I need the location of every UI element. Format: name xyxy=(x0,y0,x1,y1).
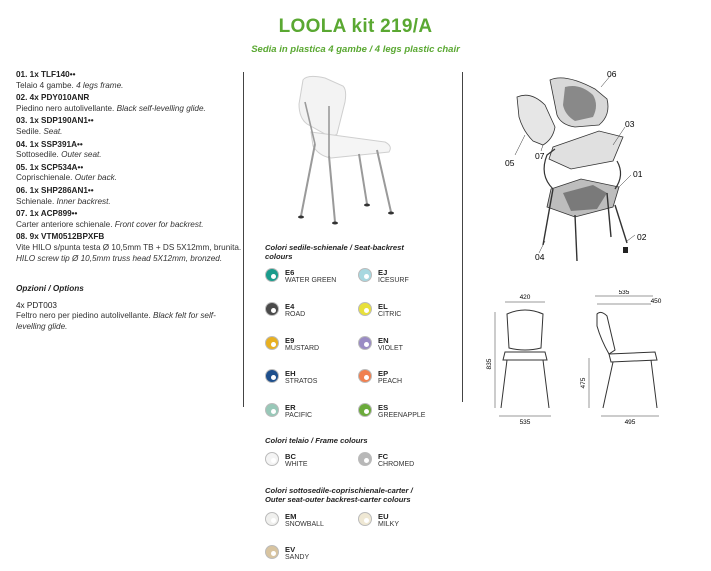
color-name: SANDY xyxy=(285,554,310,561)
color-code: EH xyxy=(285,369,296,378)
label-02: 02 xyxy=(637,232,647,242)
color-dot xyxy=(265,403,279,417)
color-name: PEACH xyxy=(378,378,403,385)
color-dot xyxy=(265,302,279,316)
exploded-view-drawing xyxy=(495,65,685,270)
color-code: ER xyxy=(285,403,296,412)
part-desc-en: Inner backrest. xyxy=(56,196,111,206)
label-05: 05 xyxy=(505,158,515,168)
part-desc-it: Coprischienale. xyxy=(16,173,73,183)
color-code: EN xyxy=(378,336,389,345)
part-item xyxy=(16,186,244,207)
part-item xyxy=(16,93,244,114)
part-code: 02. 4x PDY010ANR xyxy=(16,93,90,103)
color-code: FC xyxy=(378,452,389,461)
color-dot xyxy=(358,336,372,350)
color-dot xyxy=(265,268,279,282)
color-name: ICESURF xyxy=(378,277,409,284)
part-desc-it: Vite HILO s/punta testa Ø 10,5mm TB + DS 5X12mm, brunita. xyxy=(16,242,242,252)
color-name: ROAD xyxy=(285,311,306,318)
color-name: STRATOS xyxy=(285,378,318,385)
part-code: 05. 1x SCP534A•• xyxy=(16,162,84,172)
part-desc-en: Front cover for backrest. xyxy=(114,219,204,229)
color-swatch-eu xyxy=(358,510,468,538)
svg-text:535: 535 xyxy=(519,419,531,426)
color-code: EU xyxy=(378,512,389,521)
label-01: 01 xyxy=(633,169,643,179)
part-desc-it: Carter anteriore schienale. xyxy=(16,219,113,229)
color-dot xyxy=(358,369,372,383)
label-06: 06 xyxy=(607,69,617,79)
color-code: EL xyxy=(378,302,388,311)
color-name: PACIFIC xyxy=(285,412,313,419)
color-code: ES xyxy=(378,403,389,412)
color-dot xyxy=(358,512,372,526)
svg-text:495: 495 xyxy=(624,419,636,426)
dimension-drawing xyxy=(485,290,695,430)
options-heading: Opzioni / Options xyxy=(16,284,84,294)
part-desc-en: HILO screw tip Ø 10,5mm truss head 5X12mm, bronzed. xyxy=(16,253,223,263)
color-dot xyxy=(358,268,372,282)
color-name: CITRIC xyxy=(378,311,402,318)
color-dot xyxy=(265,369,279,383)
chair-photo xyxy=(285,72,410,232)
color-code: E6 xyxy=(285,268,295,277)
color-swatch-en xyxy=(358,334,468,362)
color-dot xyxy=(265,452,279,466)
color-code: EP xyxy=(378,369,389,378)
color-swatch-ev xyxy=(265,543,375,571)
svg-text:835: 835 xyxy=(486,358,493,370)
label-04: 04 xyxy=(535,252,545,262)
label-07: 07 xyxy=(535,151,545,161)
part-desc-it: Telaio 4 gambe. xyxy=(16,80,74,90)
part-item xyxy=(16,70,244,91)
color-dot xyxy=(265,336,279,350)
color-name: SNOWBALL xyxy=(285,521,324,528)
color-name: GREENAPPLE xyxy=(378,412,426,419)
svg-text:420: 420 xyxy=(519,294,531,301)
color-code: EJ xyxy=(378,268,388,277)
option-code: 4x PDT003 xyxy=(16,300,57,310)
part-code: 04. 1x SSP391A•• xyxy=(16,139,83,149)
option-desc-it: Feltro nero per piedino autolivellante. xyxy=(16,311,151,321)
color-code: E4 xyxy=(285,302,295,311)
color-swatch-ej xyxy=(358,266,468,294)
part-desc-en: Outer seat. xyxy=(61,150,102,160)
part-item xyxy=(16,209,244,230)
front-view xyxy=(486,294,551,426)
svg-text:450: 450 xyxy=(650,298,662,305)
color-swatch-el xyxy=(358,300,468,328)
color-name: MUSTARD xyxy=(285,345,320,352)
color-code: EM xyxy=(285,512,297,521)
outer-colours-title: Colori sottosedile-coprischienale-carter / Outer seat-outer backrest-carter colours xyxy=(265,486,413,504)
color-swatch-fc xyxy=(358,450,468,478)
color-dot xyxy=(358,403,372,417)
side-view xyxy=(580,290,662,426)
color-code: EV xyxy=(285,545,296,554)
part-code: 07. 1x ACP899•• xyxy=(16,209,78,219)
part-code: 01. 1x TLF140•• xyxy=(16,70,76,79)
part-code: 06. 1x SHP286AN1•• xyxy=(16,185,94,195)
color-name: MILKY xyxy=(378,521,400,528)
product-title: LOOLA kit 219/A xyxy=(278,16,433,37)
option-desc-en: Black felt for self-levelling glide. xyxy=(16,311,216,331)
color-swatch-ep xyxy=(358,367,468,395)
svg-text:535: 535 xyxy=(618,290,630,296)
frame-colours-title: Colori telaio / Frame colours xyxy=(265,436,368,445)
part-desc-it: Sedile. xyxy=(16,126,42,136)
color-name: VIOLET xyxy=(378,345,403,352)
color-code: E9 xyxy=(285,336,295,345)
option-item xyxy=(16,301,244,333)
product-subtitle: Sedia in plastica 4 gambe / 4 legs plastic chair xyxy=(251,44,460,55)
part-item xyxy=(16,163,244,184)
color-dot xyxy=(265,512,279,526)
part-desc-it: Piedino nero autolivellante. xyxy=(16,103,115,113)
label-03: 03 xyxy=(625,119,635,129)
color-name: WATER GREEN xyxy=(285,277,337,284)
color-swatch-es xyxy=(358,401,468,429)
part-desc-en: Outer back. xyxy=(74,173,118,183)
part-desc-it: Schienale. xyxy=(16,196,55,206)
color-code: BC xyxy=(285,452,296,461)
part-code: 08. 9x VTM0512BPXFB xyxy=(16,232,105,242)
color-name: WHITE xyxy=(285,461,308,468)
seat-colours-title: Colori sedile-schienale / Seat-backrest colours xyxy=(265,243,404,261)
part-code: 03. 1x SDP190AN1•• xyxy=(16,116,94,126)
part-item xyxy=(16,232,244,264)
column-divider-left xyxy=(243,72,244,407)
part-desc-en: 4 legs frame. xyxy=(76,80,124,90)
color-dot xyxy=(358,302,372,316)
color-name: CHROMED xyxy=(378,461,415,468)
part-item xyxy=(16,116,244,137)
part-desc-en: Seat. xyxy=(43,126,63,136)
part-item xyxy=(16,140,244,161)
part-desc-en: Black self-levelling glide. xyxy=(116,103,206,113)
svg-text:475: 475 xyxy=(580,377,587,389)
color-dot xyxy=(358,452,372,466)
parts-list xyxy=(16,70,244,334)
part-desc-it: Sottosedile. xyxy=(16,150,59,160)
color-dot xyxy=(265,545,279,559)
